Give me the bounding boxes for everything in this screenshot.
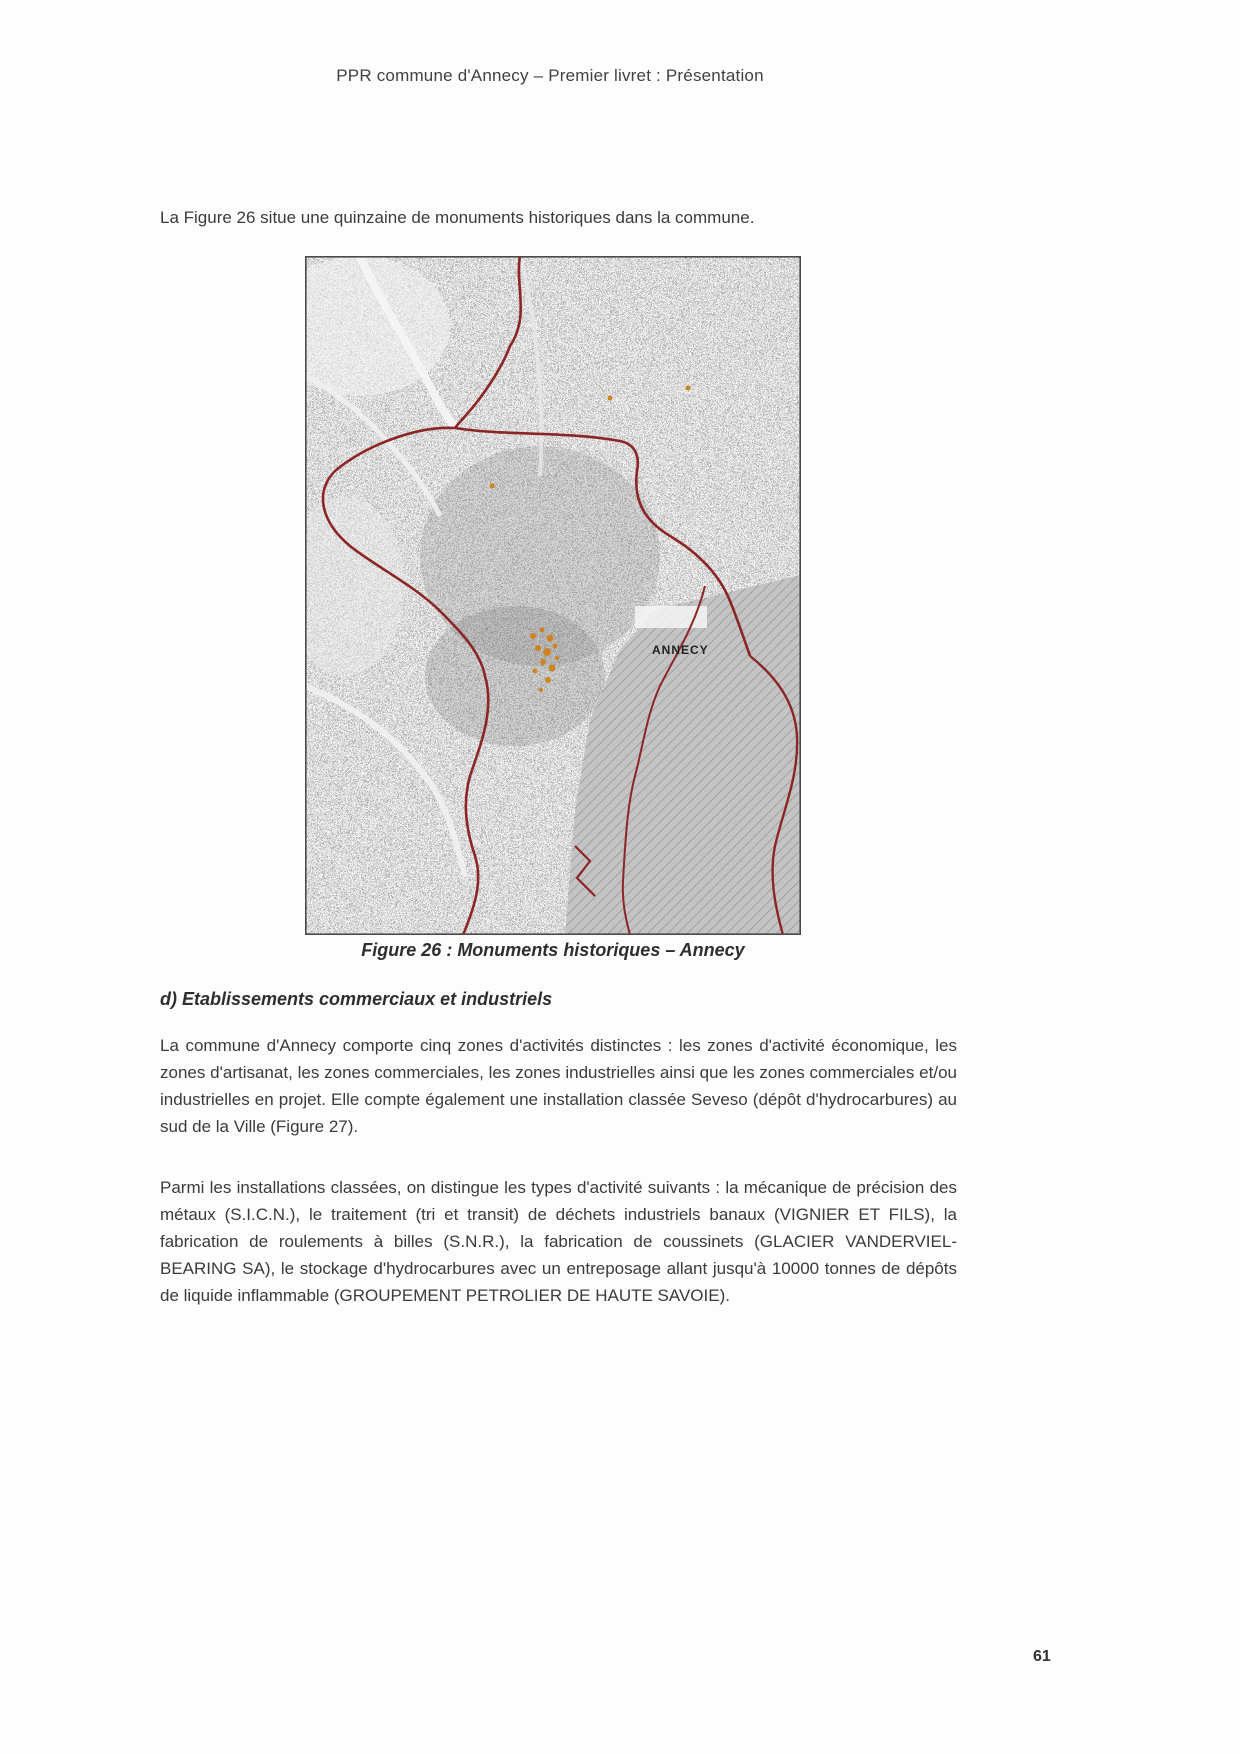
monument-marker [543,648,551,656]
monument-marker [540,659,546,665]
monument-marker [555,656,559,660]
map-image [305,256,801,935]
monument-marker [533,669,538,674]
section-d-heading: d) Etablissements commerciaux et industriels [160,989,553,1009]
monument-marker [549,665,556,672]
monument-marker [490,484,495,489]
annecy-label: ANNECY [652,643,709,657]
page-number: 61 [1033,1648,1051,1665]
monument-marker [553,644,558,649]
section-d-paragraph-1: La commune d'Annecy comporte cinq zones d'activités distinctes : les zones d'activité économique, les zones d'artisanat, les zones commerciales, les zones industrielles ainsi que les zones commerciales et/ou industrielles en projet. Elle compte également une installation classée Seveso (dépôt d'hydrocarbures) au sud de la Ville (Figure 27). [160,1036,957,1136]
monument-marker [547,635,554,642]
monument-marker [539,688,543,692]
monument-marker [608,396,613,401]
monument-marker [540,628,545,633]
intro-paragraph: La Figure 26 situe une quinzaine de monuments historiques dans la commune. [160,208,755,227]
monument-marker [545,677,551,683]
section-d-paragraph-2: Parmi les installations classées, on distingue les types d'activité suivants : la mécanique de précision des métaux (S.I.C.N.), le traitement (tri et transit) de déchets industriels banaux (VIGNIER ET FILS), la fabrication de roulements à billes (S.N.R.), la fabrication de coussinets (GLACIER VANDERVIEL-BEARING SA), le stockage d'hydrocarbures avec un entreposage allant jusqu'à 10000 tonnes de dépôts de liquide inflammable (GROUPEMENT PETROLIER DE HAUTE SAVOIE). [160,1178,957,1305]
page-header: PPR commune d'Annecy – Premier livret : Présentation [336,66,764,85]
map-label-box [635,606,707,628]
monument-marker [530,633,536,639]
figure-caption: Figure 26 : Monuments historiques – Annecy [361,940,745,960]
monument-marker [535,645,541,651]
monument-marker [686,386,691,391]
map-urban-area [425,606,605,746]
figure-26-map [305,256,801,935]
